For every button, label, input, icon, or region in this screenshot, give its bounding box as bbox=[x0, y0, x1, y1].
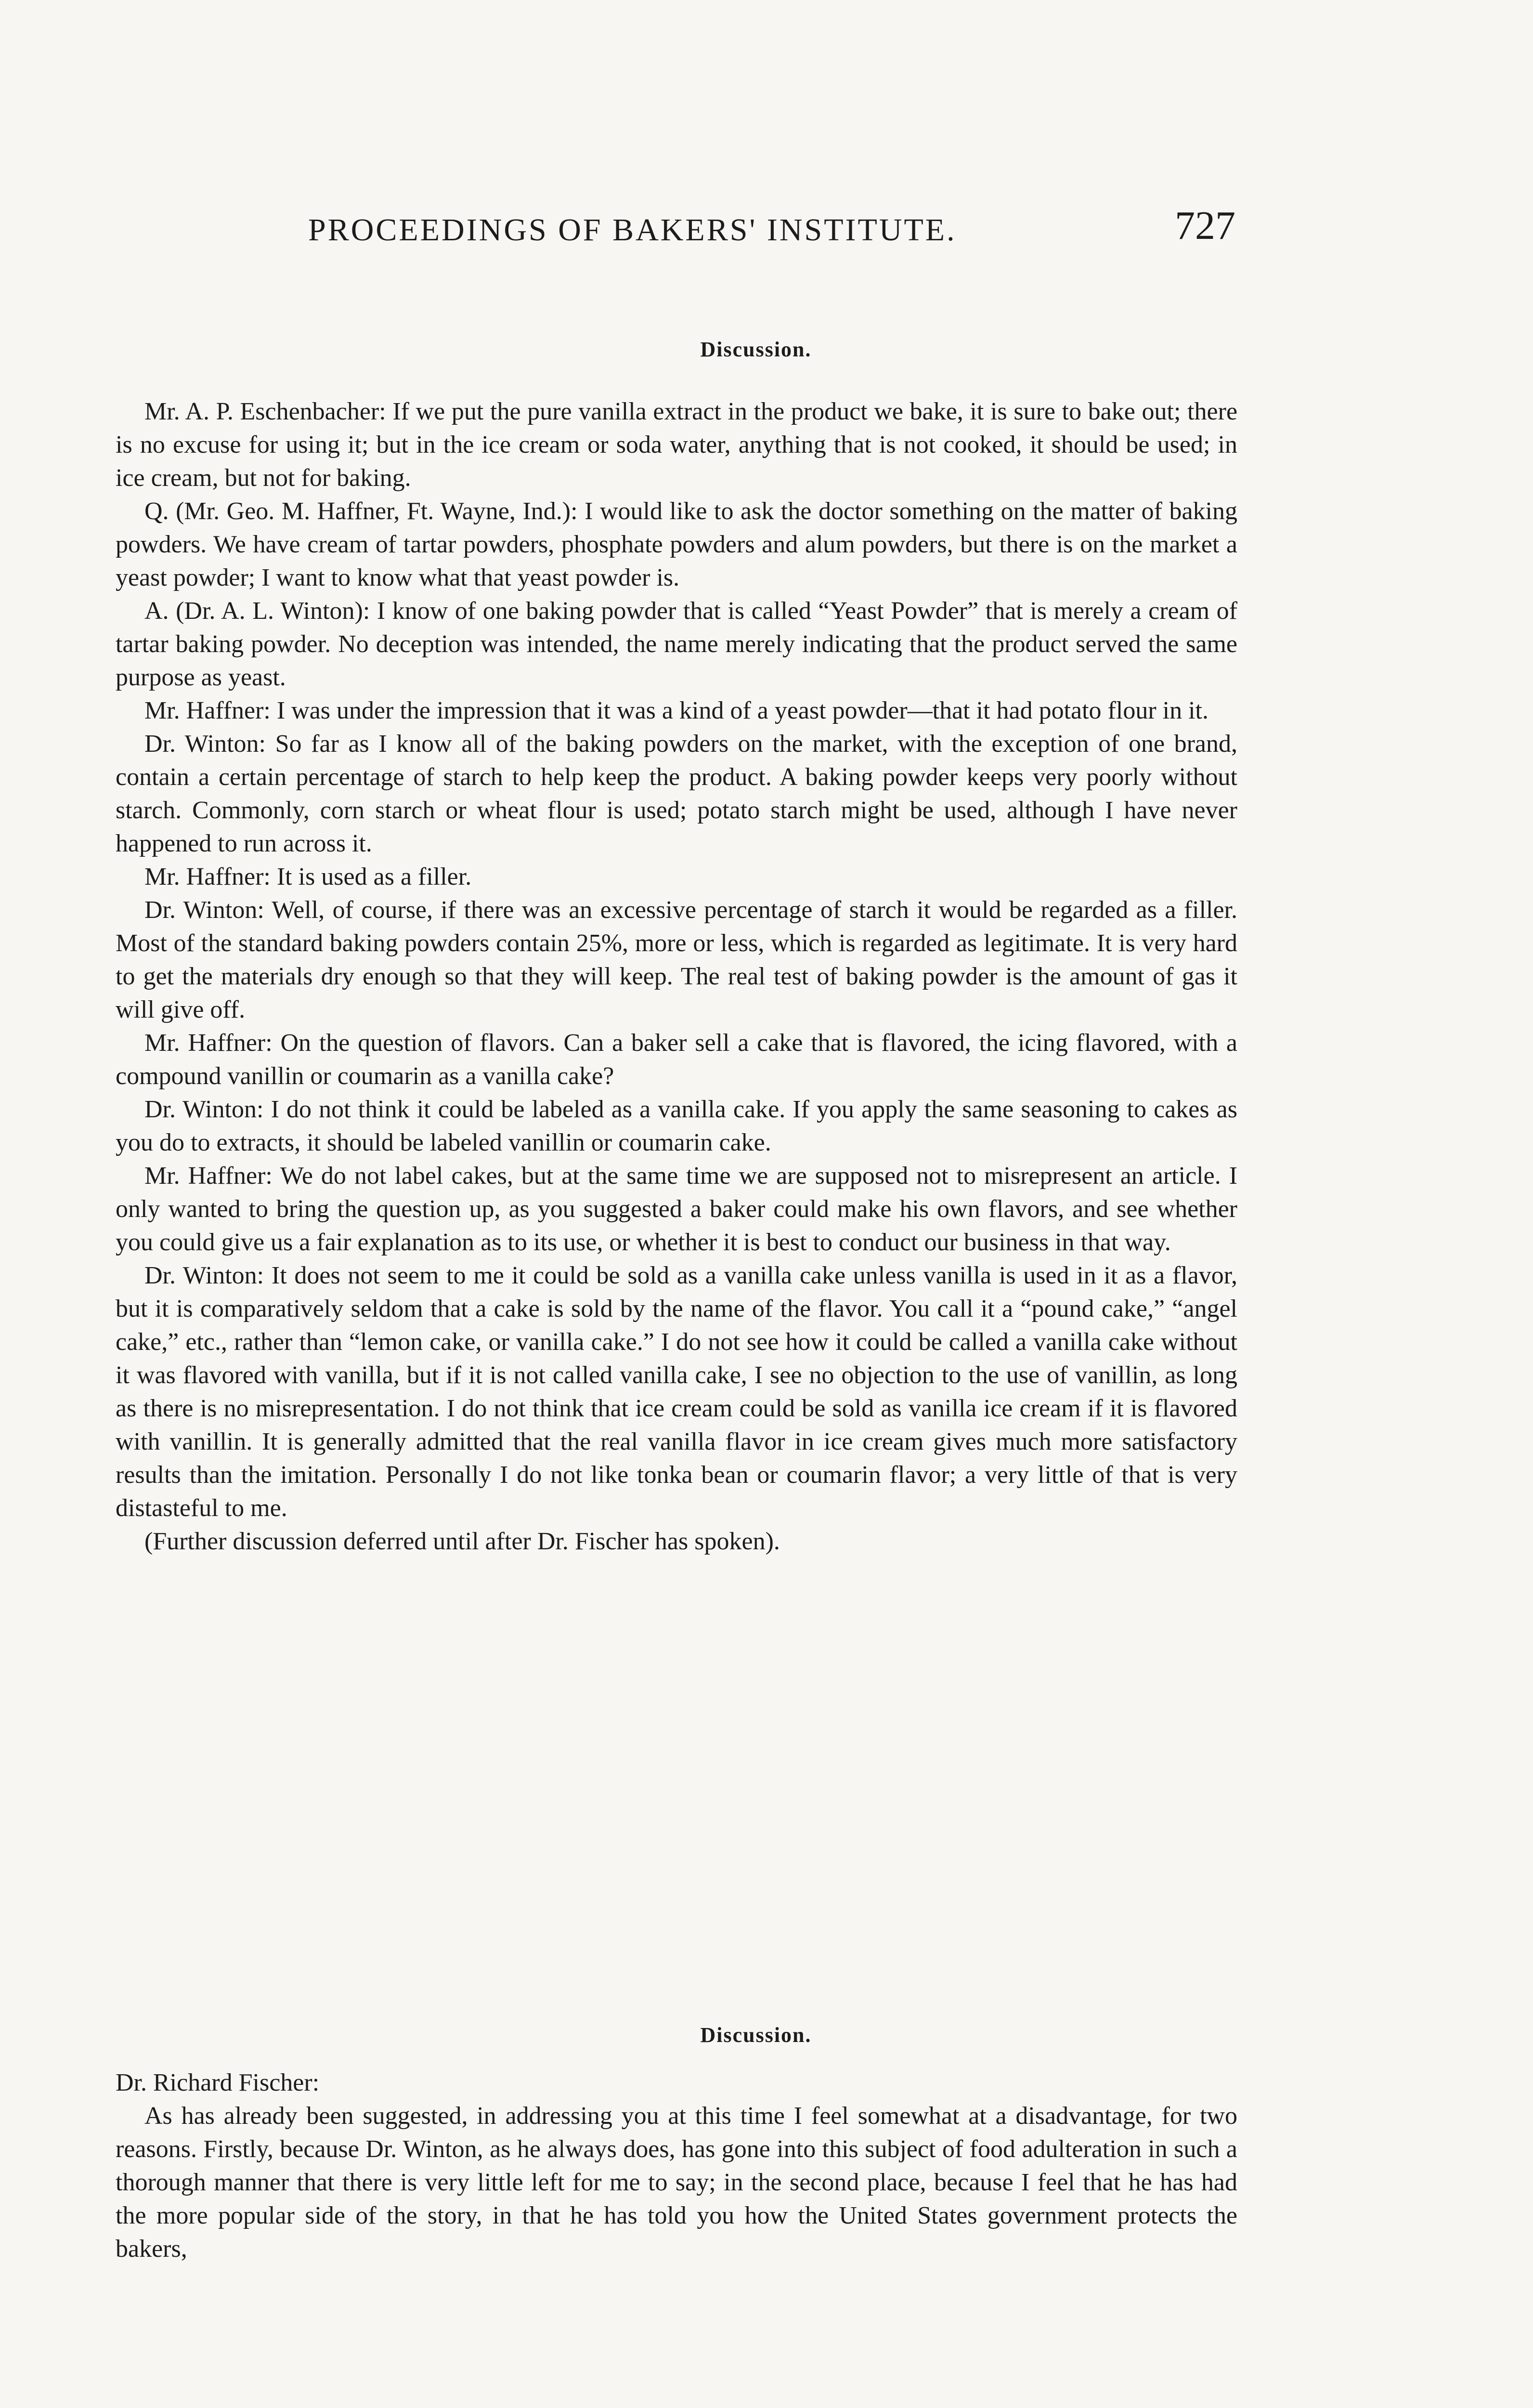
paragraph bbox=[116, 395, 1237, 495]
paragraph bbox=[116, 893, 1237, 1026]
paragraph bbox=[116, 1525, 1237, 1558]
speaker-label: Q. (Mr. Geo. M. Haffner, Ft. Wayne, Ind.): bbox=[144, 497, 578, 525]
speaker-label: Dr. Winton: bbox=[144, 730, 266, 758]
paragraph bbox=[116, 860, 1237, 893]
paragraph-text: If we put the pure vanilla extract in the product we bake, it is sure to bake out; there is no excuse for using it; but in the ice cream or soda water, anything that is not cooked, it should be used; in ice cream, but not for baking. bbox=[116, 398, 1238, 492]
speaker-label: Mr. Haffner: bbox=[144, 1162, 273, 1190]
section-heading-discussion-1: Discussion. bbox=[700, 338, 812, 361]
speaker-label: Dr. Winton: bbox=[144, 1096, 264, 1123]
running-title: PROCEEDINGS OF BAKERS' INSTITUTE. bbox=[308, 212, 957, 248]
paragraph-text: It is used as a filler. bbox=[276, 863, 472, 890]
paragraph-text: I know of one baking powder that is called “Yeast Powder” that is merely a cream of tartar baking powder. No deception was intended, the name merely indicating that the product served the same purpose as yeast. bbox=[116, 597, 1237, 691]
paragraph bbox=[116, 1026, 1237, 1093]
paragraph-text: (Further discussion deferred until after Dr. Fischer has spoken). bbox=[144, 1528, 780, 1555]
paragraph-text: Well, of course, if there was an excessive percentage of starch it would be regarded as a filler. Most of the standard baking powders contain 25%, more or less, which is regarded as legitimate. It is very hard to get the materials dry enough so that they will keep. The real test of baking powder is the amount of gas it will give off. bbox=[116, 896, 1237, 1023]
section-heading-discussion-2: Discussion. bbox=[700, 2023, 812, 2047]
speaker-label: A. (Dr. A. L. Winton): bbox=[144, 597, 370, 625]
speaker-label: Mr. Haffner: bbox=[144, 1029, 273, 1057]
fischer-address bbox=[116, 2066, 1237, 2265]
paragraph bbox=[116, 694, 1237, 727]
paragraph-text: I was under the impression that it was a kind of a yeast powder—that it had potato flour in it. bbox=[276, 697, 1208, 724]
paragraph-text: We do not label cakes, but at the same time we are supposed not to misrepresent an article. I only wanted to bring the question up, as you suggested a baker could make his own flavors, and see whether you could give us a fair explanation as to its use, or whether it is best to conduct our business in that way. bbox=[116, 1162, 1238, 1256]
discussion-transcript bbox=[116, 395, 1237, 1558]
speaker-line: Dr. Richard Fischer: bbox=[116, 2069, 320, 2096]
page-number: 727 bbox=[1175, 203, 1235, 248]
paragraph bbox=[116, 594, 1237, 694]
paragraph bbox=[116, 1159, 1237, 1259]
paragraph-text: On the question of flavors. Can a baker sell a cake that is flavored, the icing flavored, with a compound vanillin or coumarin as a vanilla cake? bbox=[116, 1029, 1238, 1090]
speaker-label: Mr. Haffner: bbox=[144, 697, 271, 724]
speaker-label: Mr. Haffner: bbox=[144, 863, 271, 890]
speaker-label: Dr. Winton: bbox=[144, 1262, 264, 1289]
paragraph-text: So far as I know all of the baking powders on the market, with the exception of one brand, contain a certain percentage of starch to help keep the product. A baking powder keeps very poorly without starch. Commonly, corn starch or wheat flour is used; potato starch might be used, although I have never happened to run across it. bbox=[116, 730, 1238, 857]
paragraph bbox=[116, 495, 1237, 594]
paragraph-text: It does not seem to me it could be sold as a vanilla cake unless vanilla is used in it as a flavor, but it is comparatively seldom that a cake is sold by the name of the flavor. You call it a “pound cake,” “angel cake,” etc., rather than “lemon cake, or vanilla cake.” I do not see how it could be called a vanilla cake without it was flavored with vanilla, but if it is not called vanilla cake, I see no objection to the use of vanillin, as long as there is no misrepresentation. I do not think that ice cream could be sold as vanilla ice cream if it is flavored with vanillin. It is generally admitted that the real vanilla flavor in ice cream gives much more satisfactory results than the imitation. Personally I do not like tonka bean or coumarin flavor; a very little of that is very distasteful to me. bbox=[116, 1262, 1237, 1522]
paragraph-text: I do not think it could be labeled as a vanilla cake. If you apply the same seasoning to cakes as you do to extracts, it should be labeled vanillin or coumarin cake. bbox=[116, 1096, 1237, 1156]
speaker-label: Mr. A. P. Eschenbacher: bbox=[144, 398, 386, 425]
paragraph bbox=[116, 727, 1237, 860]
paragraph bbox=[116, 1093, 1237, 1159]
paragraph-text: As has already been suggested, in addressing you at this time I feel somewhat at a disadvantage, for two reasons. Firstly, because Dr. Winton, as he always does, has gone into this subject of food adulteration in such a thorough manner that there is very little left for me to say; in the second place, because I feel that he has had the more popular side of the story, in that he has told you how the United States government protects the bakers, bbox=[116, 2102, 1237, 2263]
paragraph bbox=[116, 1259, 1237, 1525]
paragraph-text: I would like to ask the doctor something on the matter of baking powders. We have cream of tartar powders, phosphate powders and alum powders, but there is on the market a yeast powder; I want to know what that yeast powder is. bbox=[116, 497, 1238, 591]
speaker-label: Dr. Winton: bbox=[144, 896, 264, 924]
